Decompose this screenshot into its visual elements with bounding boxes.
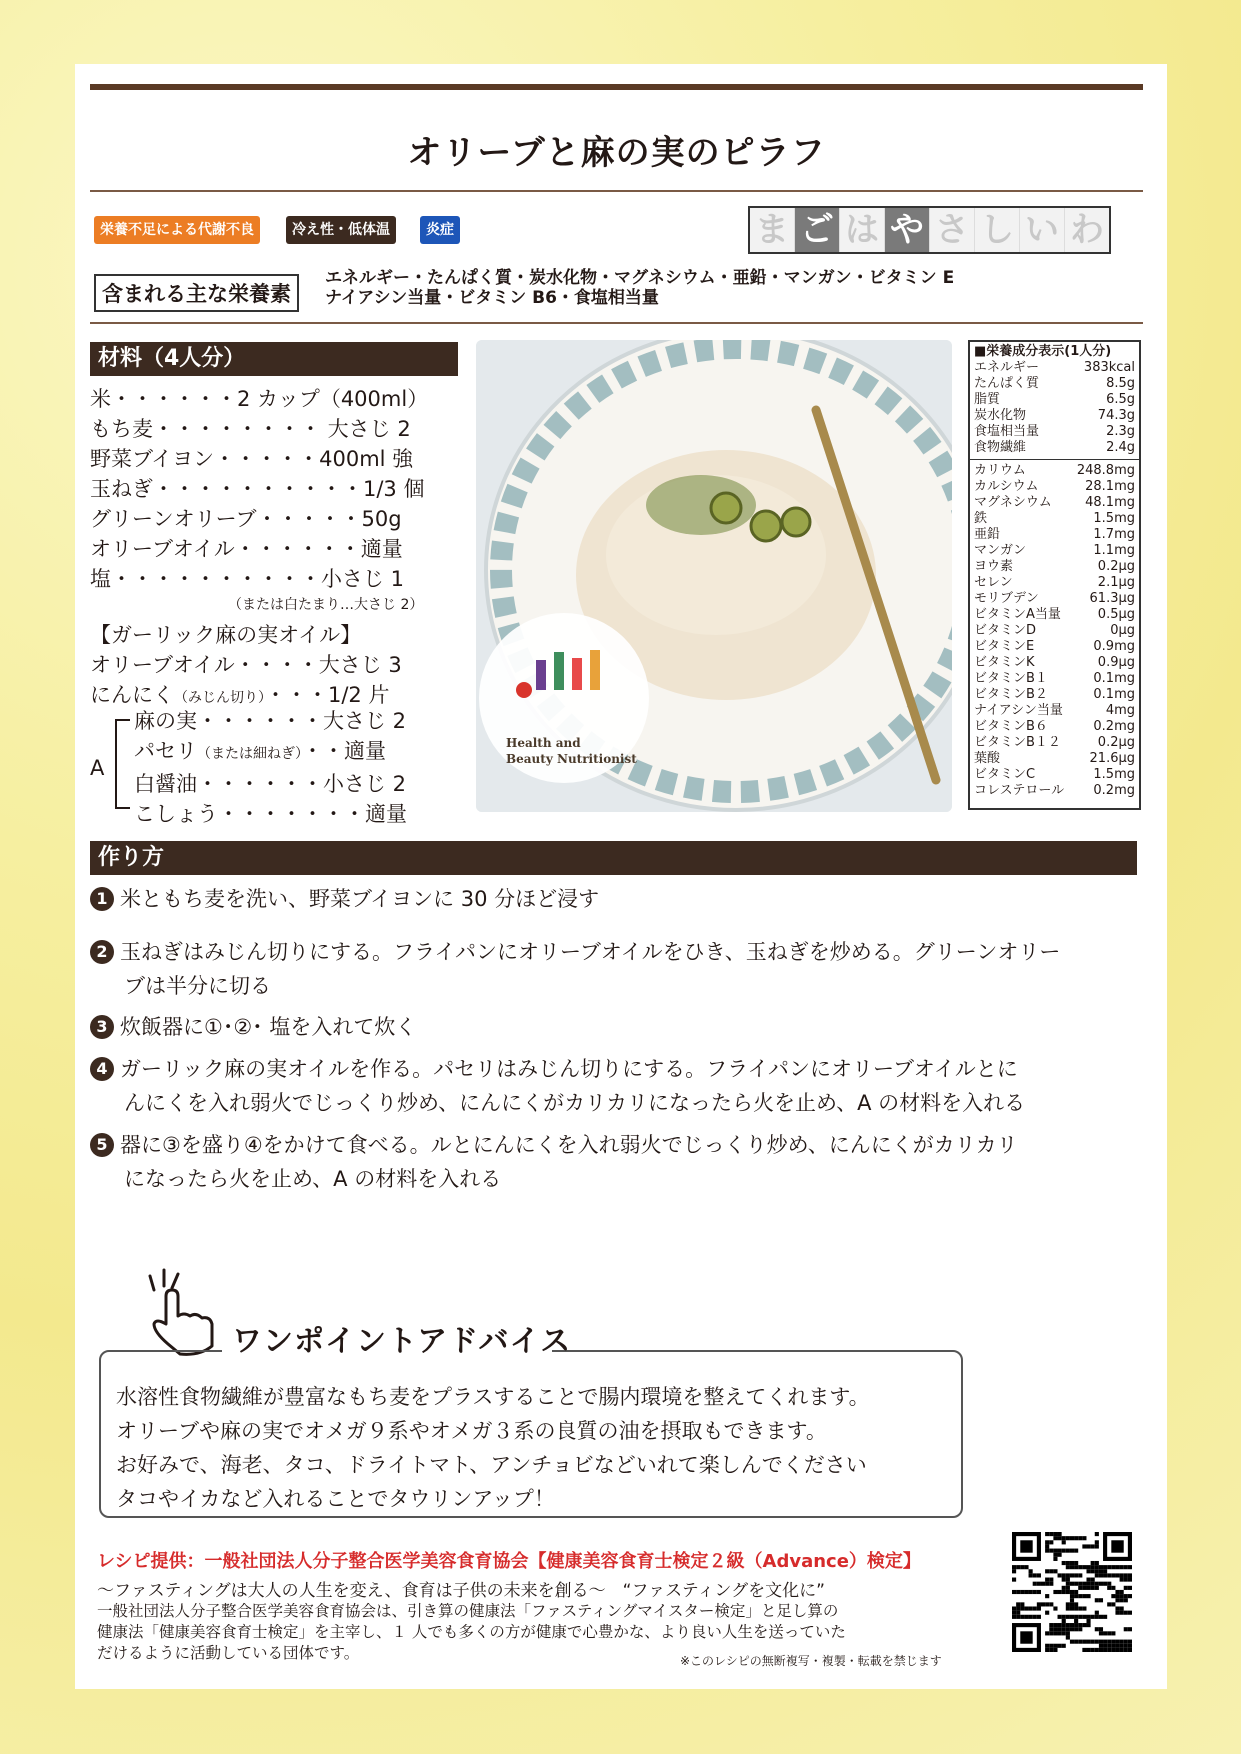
facts-amount: 74.3g: [1097, 408, 1135, 423]
facts-row: [974, 783, 1135, 799]
facts-nutrient: ビタミンE: [974, 639, 1035, 654]
copyright-note: ※このレシピの無断複写・複製・転載を禁じます: [680, 1654, 942, 1668]
step-number: 1: [90, 887, 114, 911]
facts-amount: 48.1mg: [1085, 495, 1135, 510]
facts-amount: 0.1mg: [1093, 687, 1135, 702]
facts-nutrient: カリウム: [974, 463, 1026, 478]
magohayasashii-box: [748, 206, 1111, 254]
facts-nutrient: ビタミンC: [974, 767, 1036, 782]
nutrients-line-2: ナイアシン当量・ビタミン B6・食塩相当量: [325, 288, 659, 308]
dish-photo: [476, 340, 952, 812]
facts-amount: 2.4g: [1106, 440, 1135, 455]
facts-row: [974, 687, 1135, 703]
facts-separator: [970, 459, 1139, 460]
method-step-1: 1 米ともち麦を洗い、野菜ブイヨンに 30 分ほど浸す: [90, 882, 1140, 916]
facts-amount: 0.2μg: [1097, 559, 1135, 574]
facts-amount: 2.1μg: [1097, 575, 1135, 590]
nutrients-line-1: エネルギー・たんぱく質・炭水化物・マグネシウム・亜鉛・マンガン・ビタミン E: [325, 268, 955, 288]
facts-row: [974, 735, 1135, 751]
facts-amount: 0.2mg: [1093, 719, 1135, 734]
method-step-3: 3 炊飯器に①･②･ 塩を入れて炊く: [90, 1010, 1140, 1044]
facts-amount: 8.5g: [1106, 376, 1135, 391]
ingredient-list: [90, 384, 428, 594]
ingredient-onion: 玉ねぎ・・・・・・・・・・1/3 個: [90, 477, 425, 501]
facts-row: [974, 543, 1135, 559]
facts-nutrient: ビタミンA当量: [974, 607, 1061, 622]
ingredients-header: 材料（4人分）: [90, 342, 458, 376]
ingredient-mochimugi: もち麦・・・・・・・・ 大さじ 2: [90, 417, 411, 441]
facts-amount: 2.3g: [1106, 424, 1135, 439]
facts-row: [974, 639, 1135, 655]
facts-group-minerals: [974, 463, 1135, 799]
facts-row: [974, 495, 1135, 511]
facts-nutrient: 脂質: [974, 392, 1001, 407]
facts-row: [974, 392, 1135, 408]
method-header: 作り方: [90, 841, 1137, 875]
nutrients-label: 含まれる主な栄養素: [94, 274, 299, 312]
mg-ma: ま: [750, 208, 794, 252]
facts-nutrient: ビタミンB６: [974, 719, 1048, 734]
facts-nutrient: マンガン: [974, 543, 1027, 558]
facts-amount: 0.5μg: [1097, 607, 1135, 622]
facts-row: [974, 671, 1135, 687]
garlic-olive-oil: オリーブオイル・・・・大さじ 3: [90, 653, 402, 677]
facts-nutrient: マグネシウム: [974, 495, 1052, 510]
section-divider: [90, 322, 1143, 324]
ingredient-bouillon: 野菜ブイヨン・・・・・400ml 強: [90, 447, 414, 471]
facts-header: ■栄養成分表示(1人分): [974, 344, 1112, 359]
association-description: 一般社団法人分子整合医学美容食育協会は、引き算の健康法「ファスティングマイスター検定」と足し算の 健康法「健康美容食育士検定」を主宰し、１ 人でも多くの方が健康で心豊かな、より良い人生を送っていた だけるように活動している団体です。: [97, 1602, 846, 1662]
facts-amount: 1.5mg: [1093, 767, 1135, 782]
facts-amount: 1.1mg: [1093, 543, 1135, 558]
group-a-bracket: [110, 714, 132, 814]
step-number: 4: [90, 1057, 114, 1081]
facts-amount: 28.1mg: [1085, 479, 1135, 494]
facts-nutrient: モリブデン: [974, 591, 1039, 606]
facts-nutrient: ビタミンK: [974, 655, 1035, 670]
title-divider: [90, 190, 1143, 192]
facts-row: [974, 623, 1135, 639]
facts-row: [974, 607, 1135, 623]
facts-amount: 1.5mg: [1093, 511, 1135, 526]
step-number: 5: [90, 1133, 114, 1157]
facts-nutrient: 食塩相当量: [974, 424, 1040, 439]
facts-row: [974, 440, 1135, 456]
ingredient-rice: 米・・・・・・2 カップ（400ml）: [90, 387, 429, 411]
facts-nutrient: ビタミンB２: [974, 687, 1048, 702]
group-a-list: [134, 706, 407, 829]
facts-nutrient: エネルギー: [974, 360, 1040, 375]
method-step-2: 2 玉ねぎはみじん切りにする。フライパンにオリーブオイルをひき、玉ねぎを炒める。グリーンオリー ブは半分に切る: [90, 935, 1140, 1003]
garlic-item: にんにく（みじん切り）・・・1/2 片: [90, 683, 390, 707]
facts-row: [974, 719, 1135, 735]
tag-inflammation: 炎症: [420, 216, 460, 244]
facts-amount: 383kcal: [1083, 360, 1135, 375]
facts-nutrient: ヨウ素: [974, 559, 1014, 574]
facts-amount: 0.2mg: [1093, 783, 1135, 798]
mg-sa: さ: [929, 208, 974, 252]
logo-text-2: Beauty Nutritionist: [506, 752, 637, 766]
facts-nutrient: カルシウム: [974, 479, 1039, 494]
ingredient-olive-oil: オリーブオイル・・・・・・適量: [90, 537, 403, 561]
advice-title: ワンポイントアドバイス: [232, 1324, 572, 1359]
facts-amount: 4mg: [1105, 703, 1135, 718]
pointing-hand-icon: [140, 1266, 230, 1356]
facts-row: [974, 463, 1135, 479]
a-parsley: パセリ（または細ねぎ）・・適量: [134, 739, 386, 763]
tag-cold: 冷え性・低体温: [286, 216, 396, 244]
association-slogan: ～ファスティングは大人の人生を変え、食育は子供の未来を創る～ “ファスティングを文化に”: [97, 1581, 825, 1601]
step-number: 2: [90, 940, 114, 964]
facts-amount: 0μg: [1110, 623, 1135, 638]
tag-metabolism: 栄養不足による代謝不良: [94, 216, 260, 244]
mg-shi: し: [974, 208, 1019, 252]
facts-nutrient: ビタミンD: [974, 623, 1037, 638]
facts-amount: 0.2μg: [1097, 735, 1135, 750]
mg-ya: や: [884, 208, 929, 252]
logo-text-1: Health and: [506, 736, 581, 750]
facts-amount: 6.5g: [1106, 392, 1135, 407]
facts-nutrient: ナイアシン当量: [974, 703, 1063, 718]
facts-nutrient: ビタミンB１: [974, 671, 1048, 686]
group-a-label: A: [90, 756, 105, 780]
facts-row: [974, 767, 1135, 783]
facts-amount: 1.7mg: [1093, 527, 1135, 542]
nutrients-list: [325, 268, 954, 308]
garlic-oil-header: 【ガーリック麻の実オイル】: [90, 623, 362, 647]
a-pepper: こしょう・・・・・・・適量: [134, 802, 407, 826]
facts-row: [974, 360, 1135, 376]
facts-row: [974, 591, 1135, 607]
facts-row: [974, 408, 1135, 424]
recipe-title: オリーブと麻の実のピラフ: [407, 133, 826, 173]
advice-text: 水溶性食物繊維が豊富なもち麦をプラスすることで腸内環境を整えてくれます。 オリーブや麻の実でオメガ９系やオメガ３系の良質の油を摂取もできます。 お好みで、海老、タコ、ドライトマト、アンチョビなどいれて楽しんでください タコやイカなど入れることでタウリンアップ！: [116, 1385, 870, 1511]
facts-nutrient: たんぱく質: [974, 376, 1040, 391]
facts-nutrient: 葉酸: [974, 751, 1001, 766]
facts-nutrient: 亜鉛: [974, 527, 1001, 542]
facts-row: [974, 527, 1135, 543]
top-rule: [90, 84, 1143, 90]
facts-nutrient: 鉄: [974, 511, 988, 526]
facts-row: [974, 751, 1135, 767]
facts-nutrient: 炭水化物: [974, 408, 1027, 423]
ingredient-olive: グリーンオリーブ・・・・・50g: [90, 507, 402, 531]
facts-amount: 21.6μg: [1089, 751, 1135, 766]
facts-row: [974, 376, 1135, 392]
facts-nutrient: セレン: [974, 575, 1013, 590]
facts-row: [974, 703, 1135, 719]
a-soy: 白醤油・・・・・・小さじ 2: [134, 772, 407, 796]
step-number: 3: [90, 1015, 114, 1039]
ingredient-salt: 塩・・・・・・・・・・小さじ 1: [90, 567, 405, 591]
facts-amount: 0.9mg: [1093, 639, 1135, 654]
facts-row: [974, 559, 1135, 575]
facts-nutrient: コレステロール: [974, 783, 1065, 798]
facts-nutrient: ビタミンB１２: [974, 735, 1061, 750]
facts-row: [974, 424, 1135, 440]
facts-amount: 0.1mg: [1093, 671, 1135, 686]
mg-i: い: [1019, 208, 1064, 252]
facts-amount: 61.3μg: [1089, 591, 1135, 606]
facts-row: [974, 575, 1135, 591]
facts-amount: 0.9μg: [1097, 655, 1135, 670]
facts-row: [974, 511, 1135, 527]
mg-ha: は: [839, 208, 884, 252]
facts-row: [974, 479, 1135, 495]
mg-go: ご: [794, 208, 839, 252]
recipe-provider: レシピ提供：一般社団法人分子整合医学美容食育協会【健康美容食育士検定２級（Advance）検定】: [97, 1551, 921, 1572]
method-step-4: 4 ガーリック麻の実オイルを作る。パセリはみじん切りにする。フライパンにオリーブオイルとに んにくを入れ弱火でじっくり炒め、にんにくがカリカリになったら火を止め、A の材料を入れる: [90, 1052, 1140, 1120]
nutrition-facts-table: [968, 340, 1141, 810]
facts-row: [974, 655, 1135, 671]
facts-amount: 248.8mg: [1076, 463, 1135, 478]
facts-nutrient: 食物繊維: [974, 440, 1027, 455]
qr-code-icon[interactable]: [1012, 1532, 1132, 1652]
mg-wa: わ: [1064, 208, 1109, 252]
salt-note: （または白たまり…大さじ 2）: [228, 597, 424, 613]
method-step-5: 5 器に③を盛り④をかけて食べる。ルとにんにくを入れ弱火でじっくり炒め、にんにくがカリカリ になったら火を止め、A の材料を入れる: [90, 1128, 1140, 1196]
a-hemp: 麻の実・・・・・・大さじ 2: [134, 709, 407, 733]
facts-group-main: [974, 360, 1135, 456]
garlic-oil-list: [90, 620, 402, 713]
